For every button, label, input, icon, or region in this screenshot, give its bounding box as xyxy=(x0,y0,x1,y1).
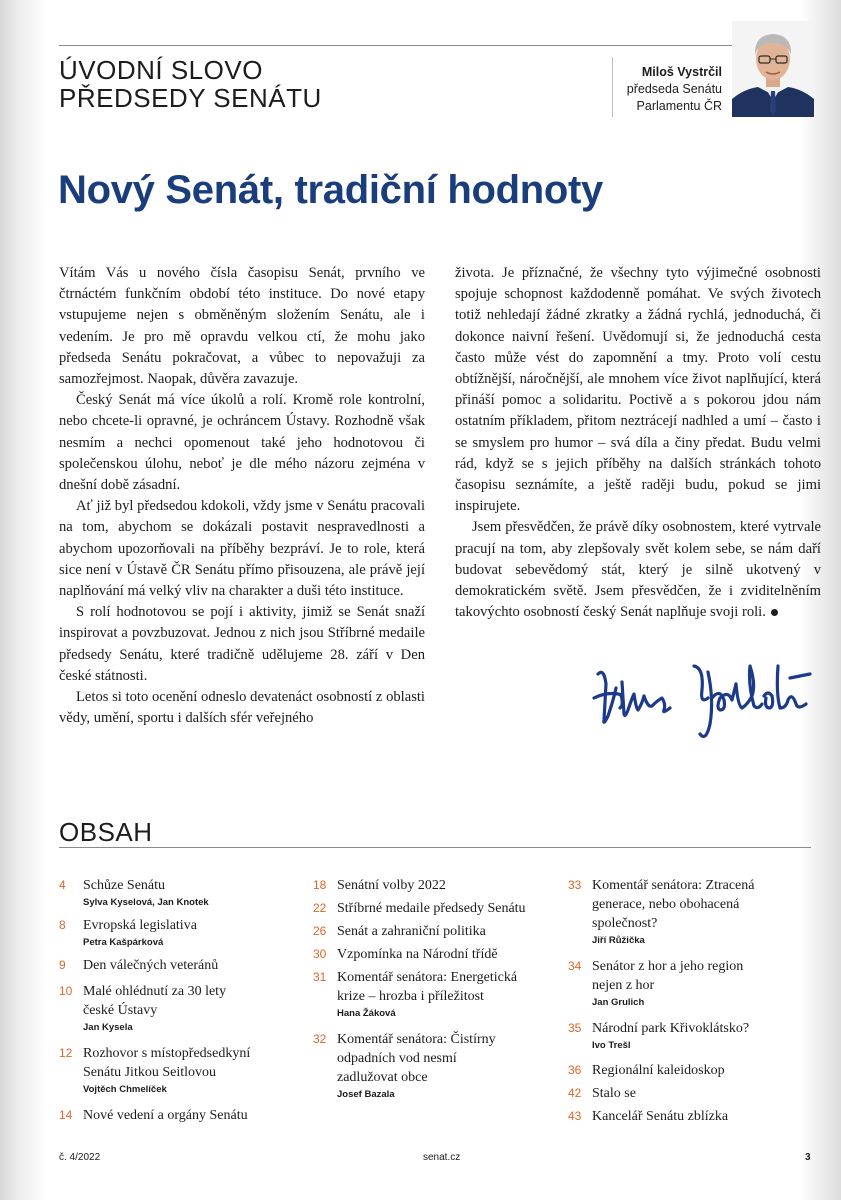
toc-column xyxy=(59,876,294,1125)
toc-page-number: 36 xyxy=(568,1063,582,1077)
toc-item[interactable] xyxy=(59,956,294,975)
toc-item[interactable] xyxy=(59,1106,294,1125)
article-paragraph: Vítám Vás u nového čísla časopisu Senát, prvního ve čtrnáctém funkčním období této instituce. Do nové etapy vstupujeme nejen s obměněným složením Senátu, ale i vedením. Je pro mě opravdu velkou ctí, že mohu jako předseda Senátu pokračovat, a vůbec to nepovažuji za samozřejmost. Naopak, důvěra zavazuje. xyxy=(59,265,425,388)
toc-item-author: Jan Grulich xyxy=(592,997,645,1008)
toc-item[interactable] xyxy=(313,945,553,964)
toc-page-number: 26 xyxy=(313,924,327,938)
section-title xyxy=(59,56,322,112)
toc-item-author: Hana Žáková xyxy=(337,1008,396,1019)
toc-item-title: Komentář senátora: Energetická krize – hrozba i příležitost xyxy=(337,970,518,1004)
toc-item-title: Regionální kaleidoskop xyxy=(592,1063,725,1078)
toc-page-number: 32 xyxy=(313,1032,327,1046)
toc-page-number: 4 xyxy=(59,878,66,892)
toc-item-title: Stalo se xyxy=(592,1086,636,1101)
toc-page-number: 42 xyxy=(568,1086,582,1100)
toc-item[interactable] xyxy=(313,968,553,1020)
headline: Nový Senát, tradiční hodnoty xyxy=(58,168,603,212)
toc-title: OBSAH xyxy=(59,817,153,847)
section-title-line1: ÚVODNÍ SLOVO xyxy=(59,55,263,85)
toc-item-title: Senát a zahraniční politika xyxy=(337,924,486,939)
article-paragraph: Letos si toto ocenění odneslo devatenáct osobností z oblasti vědy, umění, sportu i dalších sfér veřejného xyxy=(59,689,425,727)
top-rule xyxy=(59,45,811,46)
toc-item[interactable] xyxy=(568,1107,813,1126)
toc-item-author: Josef Bazala xyxy=(337,1089,395,1100)
toc-item[interactable] xyxy=(59,982,294,1034)
portrait-illustration xyxy=(732,21,814,117)
toc-page-number: 22 xyxy=(313,901,327,915)
section-title-line2: PŘEDSEDY SENÁTU xyxy=(59,83,322,113)
author-name: Miloš Vystrčil xyxy=(641,65,722,79)
toc-item-title: Komentář senátora: Čistírny odpadních vod nesmí zadlužovat obce xyxy=(337,1032,496,1085)
signature-drawing xyxy=(592,654,816,750)
toc-item-title: Senátor z hor a jeho region nejen z hor xyxy=(592,959,744,993)
toc-page-number: 18 xyxy=(313,878,327,892)
toc-item-title: Komentář senátora: Ztracená generace, nebo obohacená společnost? xyxy=(592,878,755,931)
author-block xyxy=(627,64,722,115)
toc-page-number: 12 xyxy=(59,1046,73,1060)
toc-item-title: Evropská legislativa xyxy=(83,918,197,933)
toc-item[interactable] xyxy=(568,1084,813,1103)
footer-site-link[interactable]: senat.cz xyxy=(423,1152,461,1163)
toc-item[interactable] xyxy=(313,899,553,918)
toc-item[interactable] xyxy=(313,876,553,895)
toc-rule xyxy=(59,847,811,848)
toc-item-title: Rozhovor s místopředsedkyní Senátu Jitkou Seitlovou xyxy=(83,1046,251,1080)
toc-item-title: Nové vedení a orgány Senátu xyxy=(83,1108,248,1123)
toc-page-number: 10 xyxy=(59,984,73,998)
author-role-line2: Parlamentu ČR xyxy=(636,99,722,113)
toc-item[interactable] xyxy=(568,1061,813,1080)
article-column-left xyxy=(59,263,425,729)
toc-item-title: Senátní volby 2022 xyxy=(337,878,446,893)
toc-item[interactable] xyxy=(59,1044,294,1096)
toc-item-author: Vojtěch Chmelíček xyxy=(83,1084,167,1095)
author-portrait xyxy=(732,21,814,117)
article-paragraph-text: Jsem přesvědčen, že právě díky osobnostem, které vytrvale pracují na tom, aby zlepšovaly svět kolem sebe, se nám daří budovat sebevědomý stát, který je silně ukotvený v demokratickém světě. Jsem přesvědčen, že i zviditelněním takovýchto osobností český Senát naplňuje svoji roli. xyxy=(455,519,821,621)
toc-item-author: Ivo Trešl xyxy=(592,1040,631,1051)
footer-issue: č. 4/2022 xyxy=(59,1152,101,1163)
toc-item-author: Petra Kašpárková xyxy=(83,937,164,948)
toc-item[interactable] xyxy=(568,957,813,1009)
toc-item-author: Jiří Růžička xyxy=(592,935,645,946)
toc-column xyxy=(568,876,813,1126)
article-paragraph: S rolí hodnotovou se pojí i aktivity, jimiž se Senát snaží inspirovat a povzbuzovat. Jednou z nich jsou Stříbrné medaile předsedy Senátu, které tradičně udělujeme 28. září v Den české státnosti. xyxy=(59,604,425,684)
toc-page-number: 8 xyxy=(59,918,66,932)
article-paragraph: Český Senát má více úkolů a rolí. Kromě role kontrolní, nebo chcete-li opravné, je ochráncem Ústavy. Rozhodně však nesmím a nechci opomenout také jeho hodnotovou či společenskou úlohu, neboť je dle mého názoru zejména v dnešní době zásadní. xyxy=(59,392,425,494)
toc-item-title: Kancelář Senátu zblízka xyxy=(592,1109,729,1124)
toc-item[interactable] xyxy=(568,876,813,947)
toc-item[interactable] xyxy=(313,1030,553,1101)
toc-item[interactable] xyxy=(313,922,553,941)
footer-page-number: 3 xyxy=(805,1152,811,1163)
toc-page-number: 30 xyxy=(313,947,327,961)
toc-item-title: Národní park Křivoklátsko? xyxy=(592,1021,750,1036)
toc-item-title: Malé ohlédnutí za 30 lety české Ústavy xyxy=(83,984,227,1018)
toc-page-number: 35 xyxy=(568,1021,582,1035)
toc-page-number: 31 xyxy=(313,970,327,984)
toc-page-number: 43 xyxy=(568,1109,582,1123)
article-paragraph-last xyxy=(455,517,821,623)
toc-page-number: 33 xyxy=(568,878,582,892)
toc-page-number: 34 xyxy=(568,959,582,973)
toc-item-author: Jan Kysela xyxy=(83,1022,133,1033)
article-paragraph: Ať již byl předsedou kdokoli, vždy jsme v Senátu pracovali na tom, abychom se dokázali postavit nespravedlnosti a abychom upozorňovali na příběhy bezpráví. Je to role, která sice není v Ústavě ČR Senátu přímo přisouzena, ale právě její naplňování má velký vliv na charakter a duši této instituce. xyxy=(59,498,425,600)
toc-item[interactable] xyxy=(59,876,294,909)
bullet-end-mark-icon xyxy=(771,609,778,616)
toc-item-title: Stříbrné medaile předsedy Senátu xyxy=(337,901,526,916)
author-role-line1: předseda Senátu xyxy=(626,82,722,96)
author-divider xyxy=(612,57,613,117)
toc-item-author: Sylva Kyselová, Jan Knotek xyxy=(83,897,209,908)
toc-page-number: 14 xyxy=(59,1108,73,1122)
toc-item[interactable] xyxy=(568,1019,813,1052)
handwritten-signature xyxy=(592,654,816,750)
toc-page-number: 9 xyxy=(59,958,66,972)
article-paragraph: života. Je příznačné, že všechny tyto výjimečné osobnosti spojuje schopnost každodenně pomáhat. Ve svých životech totiž nehledají žádné zkratky a žádná rychlá, jednoduchá, či dokonce naivní řešení. Uvědomují si, že jednoduchá cesta často může vést do zapomnění a tmy. Proto volí cestu obtížnější, náročnější, ale mnohem více život naplňující, která přináší pomoc a solidaritu. Poctivě a s pokorou jdou nám ostatním příkladem, přitom neztrácejí nadhled a umí – často i se smyslem pro humor – svá díla a činy předat. Budu velmi rád, když se s jejich příběhy na dalších stránkách tohoto časopisu seznámíte, a ještě raději budu, pokud se jimi inspirujete. xyxy=(455,265,821,515)
toc-item-title: Den válečných veteránů xyxy=(83,958,219,973)
toc-column xyxy=(313,876,553,1101)
article-column-right xyxy=(455,263,821,623)
toc-item-title: Schůze Senátu xyxy=(83,878,166,893)
toc-item-title: Vzpomínka na Národní třídě xyxy=(337,947,498,962)
toc-item[interactable] xyxy=(59,916,294,949)
